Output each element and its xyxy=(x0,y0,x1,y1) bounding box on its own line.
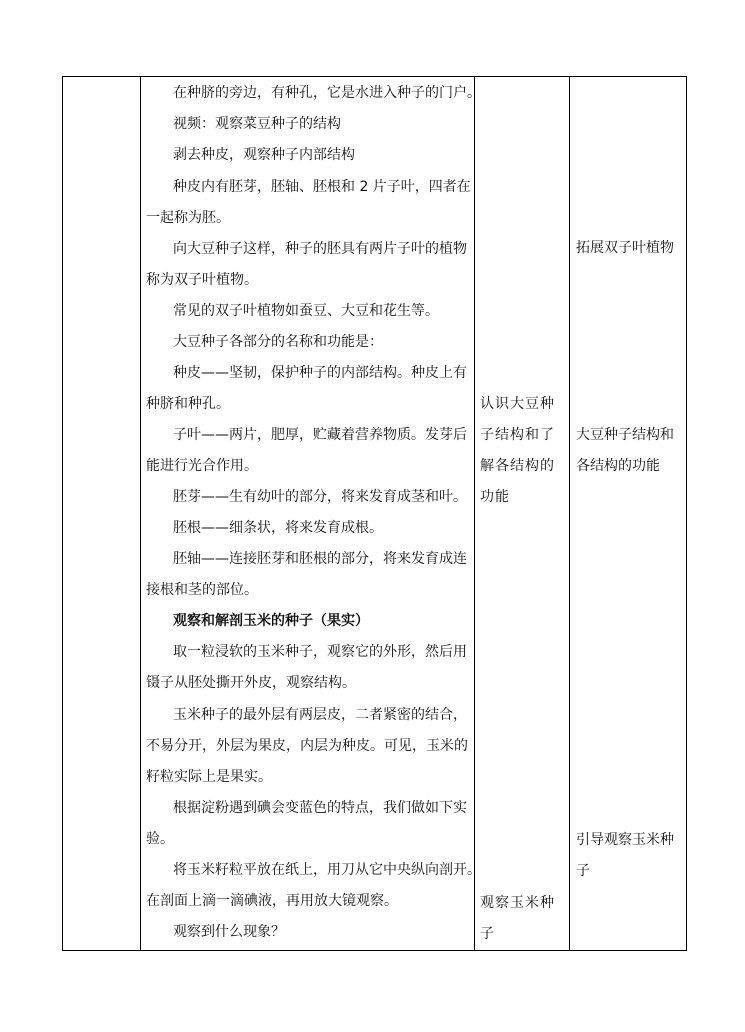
text-line: 种皮内有胚芽，胚轴、胚根和 2 片子叶，四者在 xyxy=(173,179,471,195)
intent-text xyxy=(576,825,682,887)
objective-cell xyxy=(475,77,570,951)
text-line: 在剖面上滴一滴碘液，再用放大镜观察。 xyxy=(146,893,398,909)
text-line: 观察玉米种 xyxy=(480,895,555,911)
table-row xyxy=(63,77,687,951)
text-line: 子叶——两片，肥厚，贮藏着营养物质。发芽后 xyxy=(173,427,467,443)
empty-cell xyxy=(63,77,141,951)
intent-cell xyxy=(570,77,687,951)
text-line: 种脐和种孔。 xyxy=(146,396,230,412)
intent-text xyxy=(576,233,682,264)
content-cell xyxy=(141,77,481,951)
text-line: 称为双子叶植物。 xyxy=(146,272,258,288)
text-line: 各结构的功能 xyxy=(576,458,660,474)
text-line: 接根和茎的部位。 xyxy=(146,582,258,598)
text-line: 种皮——坚韧，保护种子的内部结构。种皮上有 xyxy=(173,365,467,381)
text-line: 功能 xyxy=(480,489,510,505)
text-line: 解各结构的 xyxy=(480,458,555,474)
text-line: 胚轴——连接胚芽和胚根的部分，将来发育成连 xyxy=(173,551,467,567)
objective-text xyxy=(480,888,566,950)
text-line: 观察到什么现象？ xyxy=(173,924,285,940)
text-line: 胚根——细条状，将来发育成根。 xyxy=(173,520,383,536)
text-line: 剥去种皮，观察种子内部结构 xyxy=(173,147,355,163)
text-line: 镊子从胚处撕开外皮，观察结构。 xyxy=(146,675,356,691)
text-line: 视频：观察菜豆种子的结构 xyxy=(173,116,341,132)
text-line: 胚芽——生有幼叶的部分，将来发育成茎和叶。 xyxy=(173,489,467,505)
section-heading: 观察和解剖玉米的种子（果实） xyxy=(173,613,369,629)
text-line: 向大豆种子这样，种子的胚具有两片子叶的植物 xyxy=(173,241,467,257)
intent-text xyxy=(576,420,682,482)
text-line: 认识大豆种 xyxy=(480,396,555,412)
text-line: 引导观察玉米种 xyxy=(576,832,674,848)
text-line: 能进行光合作用。 xyxy=(146,458,258,474)
text-line: 拓展双子叶植物 xyxy=(576,240,674,256)
text-line: 子 xyxy=(480,926,495,942)
lesson-table xyxy=(62,76,687,951)
text-line: 玉米种子的最外层有两层皮，二者紧密的结合， xyxy=(173,707,467,723)
text-line: 常见的双子叶植物如蚕豆、大豆和花生等。 xyxy=(173,303,439,319)
text-line: 根据淀粉遇到碘会变蓝色的特点，我们做如下实 xyxy=(173,800,467,816)
text-line: 在种脐的旁边，有种孔，它是水进入种子的门户。 xyxy=(173,85,481,101)
text-line: 籽粒实际上是果实。 xyxy=(146,769,272,785)
text-line: 取一粒浸软的玉米种子，观察它的外形，然后用 xyxy=(173,644,467,660)
text-line: 大豆种子结构和 xyxy=(576,427,674,443)
text-line: 大豆种子各部分的名称和功能是： xyxy=(173,334,383,350)
text-line: 子结构和了 xyxy=(480,427,555,443)
text-line: 一起称为胚。 xyxy=(146,210,230,226)
text-line: 将玉米籽粒平放在纸上，用刀从它中央纵向剖开。 xyxy=(173,862,481,878)
text-line: 不易分开，外层为果皮，内层为种皮。可见，玉米的 xyxy=(146,738,468,754)
objective-text xyxy=(480,389,566,513)
text-line: 验。 xyxy=(146,831,174,847)
text-line: 子 xyxy=(576,863,590,879)
